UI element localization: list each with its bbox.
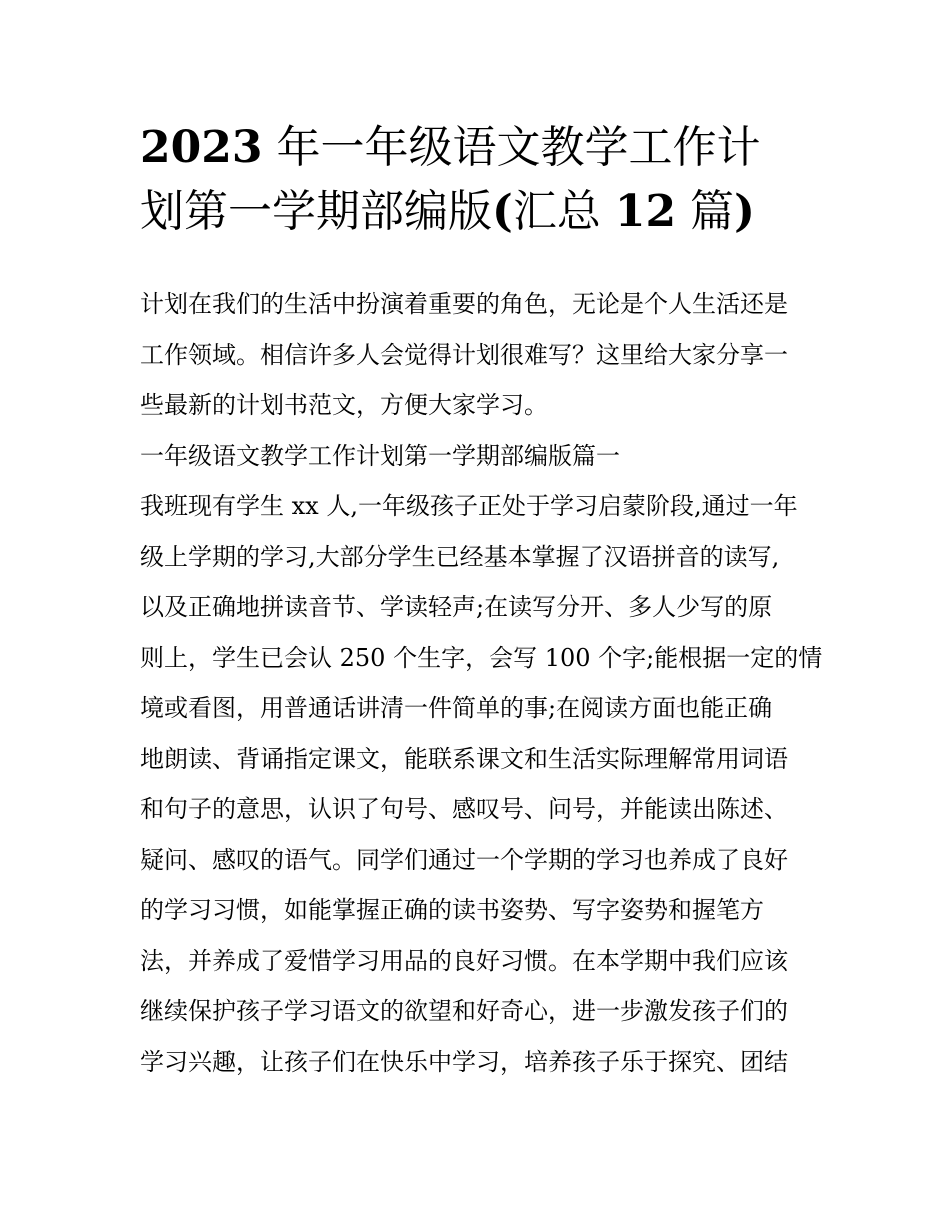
title-bold-run: 2023 [140,122,263,173]
body-line: 学习兴趣，让孩子们在快乐中学习，培养孩子乐于探究、团结 [140,1047,788,1076]
body-line: 法，并养成了爱惜学习用品的良好习惯。在本学期中我们应该 [140,946,788,975]
document-body [140,279,823,1087]
intro-paragraph [140,279,820,431]
title-bold-run: ( [492,186,513,237]
intro-line: 工作领域。相信许多人会觉得计划很难写？这里给大家分享一 [140,340,788,369]
title-line-2: 划第一学期部编版(汇总 12 篇) [140,186,755,237]
section-heading-text: 一年级语文教学工作计划第一学期部编版篇一 [140,441,620,470]
body-line: 则上，学生已会认 250 个生字，会写 100 个字;能根据一定的情 [140,643,823,672]
body-line: 我班现有学生 xx 人,一年级孩子正处于学习启蒙阶段,通过一年 [140,492,798,520]
body-line: 继续保护孩子学习语文的欲望和好奇心，进一步激发孩子们的 [140,997,788,1025]
body-line: 和句子的意思，认识了句号、感叹号、问号，并能读出陈述、 [140,795,788,823]
body-line: 级上学期的学习,大部分学生已经基本掌握了汉语拼音的读写, [140,542,780,571]
body-line: 以及正确地拼读音节、学读轻声;在读写分开、多人少写的原 [140,593,773,621]
title-bold-run: ) [734,186,755,237]
document-title [140,116,820,244]
title-line-1: 2023 年一年级语文教学工作计 [140,122,761,173]
body-line: 疑问、感叹的语气。同学们通过一个学期的学习也养成了良好 [140,845,788,874]
body-line: 的学习习惯，如能掌握正确的读书姿势、写字姿势和握笔方 [140,896,764,924]
body-paragraph [140,481,823,1087]
intro-line: 些最新的计划书范文，方便大家学习。 [140,391,548,419]
title-bold-run: 12 [614,186,677,237]
body-line: 地朗读、背诵指定课文，能联系课文和生活实际理解常用词语 [140,744,788,773]
body-line: 境或看图，用普通话讲清一件简单的事;在阅读方面也能正确 [140,694,773,722]
intro-line: 计划在我们的生活中扮演着重要的角色，无论是个人生活还是 [140,290,788,318]
section-heading [140,431,820,482]
